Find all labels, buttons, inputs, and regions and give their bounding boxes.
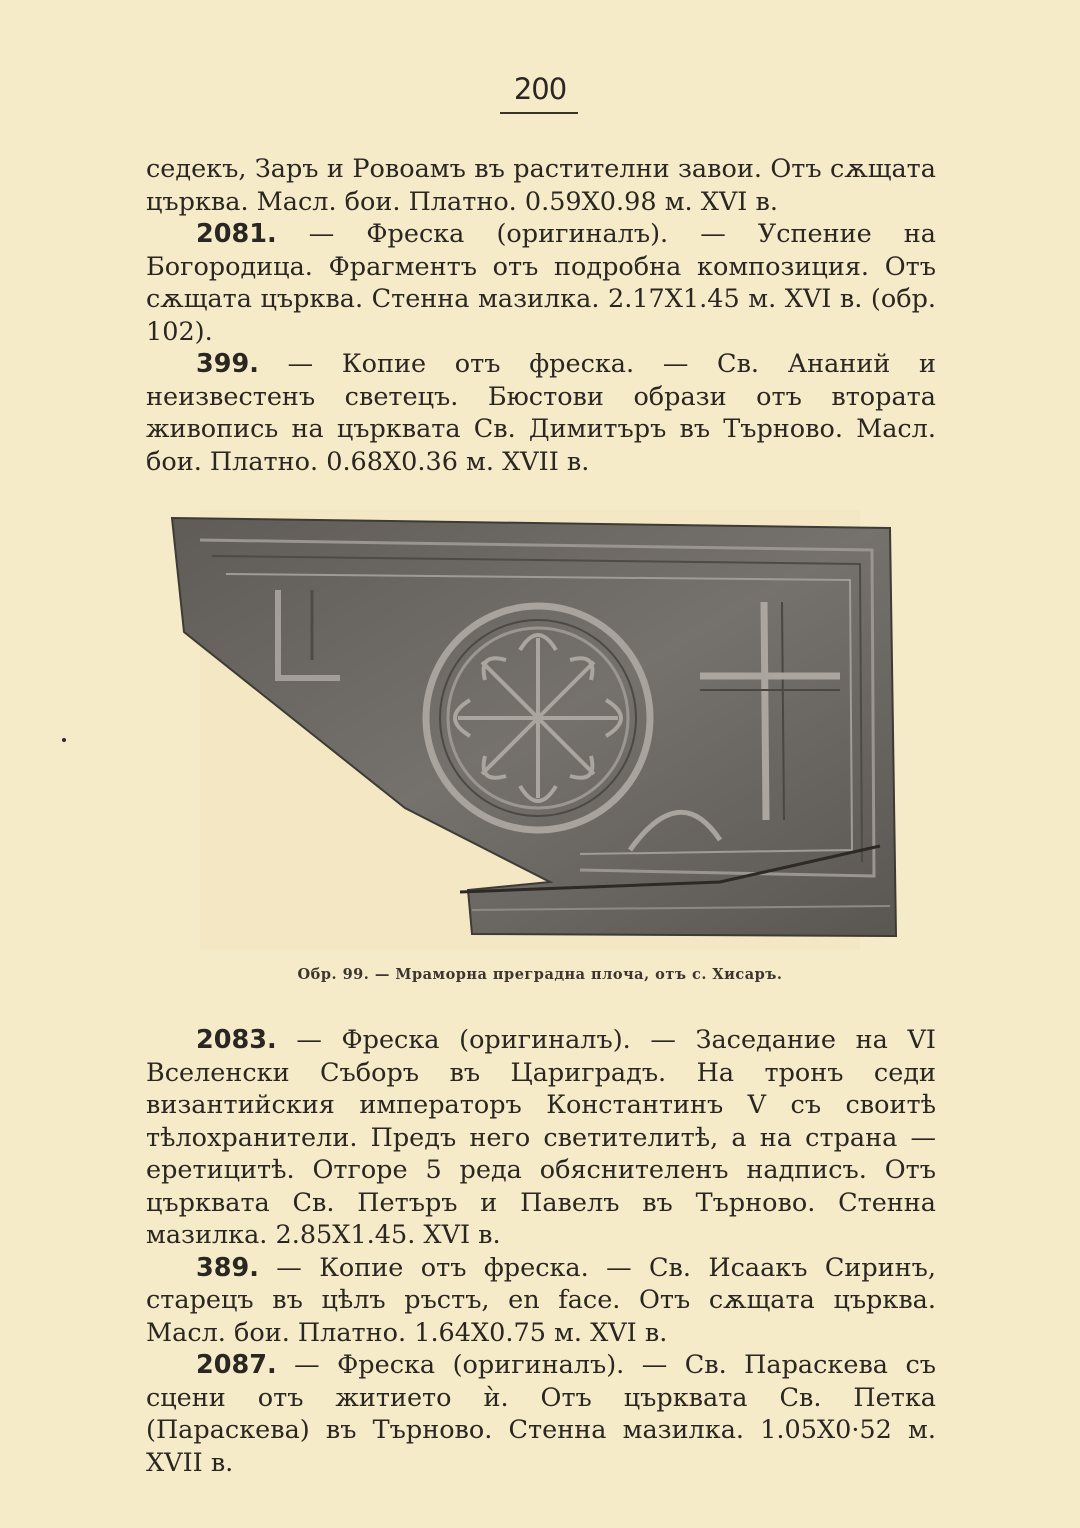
figure-caption: Обр. 99. — Мраморна преградна плоча, отъ с. Хисаръ. bbox=[297, 966, 783, 983]
entry-text: — Копие отъ фреска. — Св. Ананий и неизвестенъ светецъ. Бюстови образи отъ втората живопись на църквата Св. Димитъръ въ Търново. Масл. бои. Платно. 0.68Х0.36 м. XVII в. bbox=[146, 349, 936, 477]
entry-number: 389. bbox=[196, 1252, 259, 1283]
entry-number: 2081. bbox=[196, 219, 277, 249]
marble-slab-illustration bbox=[160, 510, 900, 950]
catalog-entry-2087 bbox=[146, 1349, 936, 1479]
catalog-entry-389 bbox=[146, 1252, 936, 1350]
catalog-entry-2081 bbox=[146, 218, 936, 348]
figure-marble-slab bbox=[160, 510, 900, 950]
top-text-block bbox=[146, 153, 936, 478]
entry-text: — Копие отъ фреска. — Св. Исаакъ Сиринъ, старецъ въ цѣлъ ръстъ, en face. Отъ сѫщата църква. Масл. бои. Платно. 1.64Х0.75 м. XVI в. bbox=[146, 1252, 936, 1348]
page-number: 200 bbox=[513, 72, 567, 106]
entry-number: 2083. bbox=[196, 1025, 277, 1055]
entry-text: — Фреска (оригиналъ). — Св. Параскева съ сцени отъ житието ѝ. Отъ църквата Св. Петка (Параскева) въ Търново. Стенна мазилка. 1.05Х0·52 м. XVII в. bbox=[146, 1350, 936, 1478]
catalog-entry-2083 bbox=[146, 1024, 936, 1252]
catalog-entry-399 bbox=[146, 348, 936, 478]
entry-number: 399. bbox=[196, 349, 259, 379]
page-number-rule bbox=[500, 112, 578, 114]
entry-text: — Фреска (оригиналъ). — Заседание на VI Вселенски Съборъ въ Цариградъ. На тронъ седи византийския императоръ Константинъ V съ своитѣ тѣлохранители. Предъ него светителитѣ, а на страна — еретицитѣ. Отгоре 5 реда обяснителенъ надписъ. Отъ църквата Св. Петъръ и Павелъ въ Търново. Стенна мазилка. 2.85Х1.45. XVI в. bbox=[146, 1025, 936, 1250]
print-speck bbox=[62, 738, 66, 742]
bottom-text-block bbox=[146, 1024, 936, 1479]
entry-text: — Фреска (оригиналъ). — Успение на Богородица. Фрагментъ отъ подробна композиция. Отъ сѫщата църква. Стенна мазилка. 2.17Х1.45 м. XVI в. (обр. 102). bbox=[146, 219, 936, 347]
rosette bbox=[426, 606, 650, 830]
entry-number: 2087. bbox=[196, 1350, 277, 1380]
continuation-paragraph: седекъ, Заръ и Ровоамъ въ растителни завои. Отъ сѫщата църква. Масл. бои. Платно. 0.59Х0.98 м. XVI в. bbox=[146, 154, 936, 217]
